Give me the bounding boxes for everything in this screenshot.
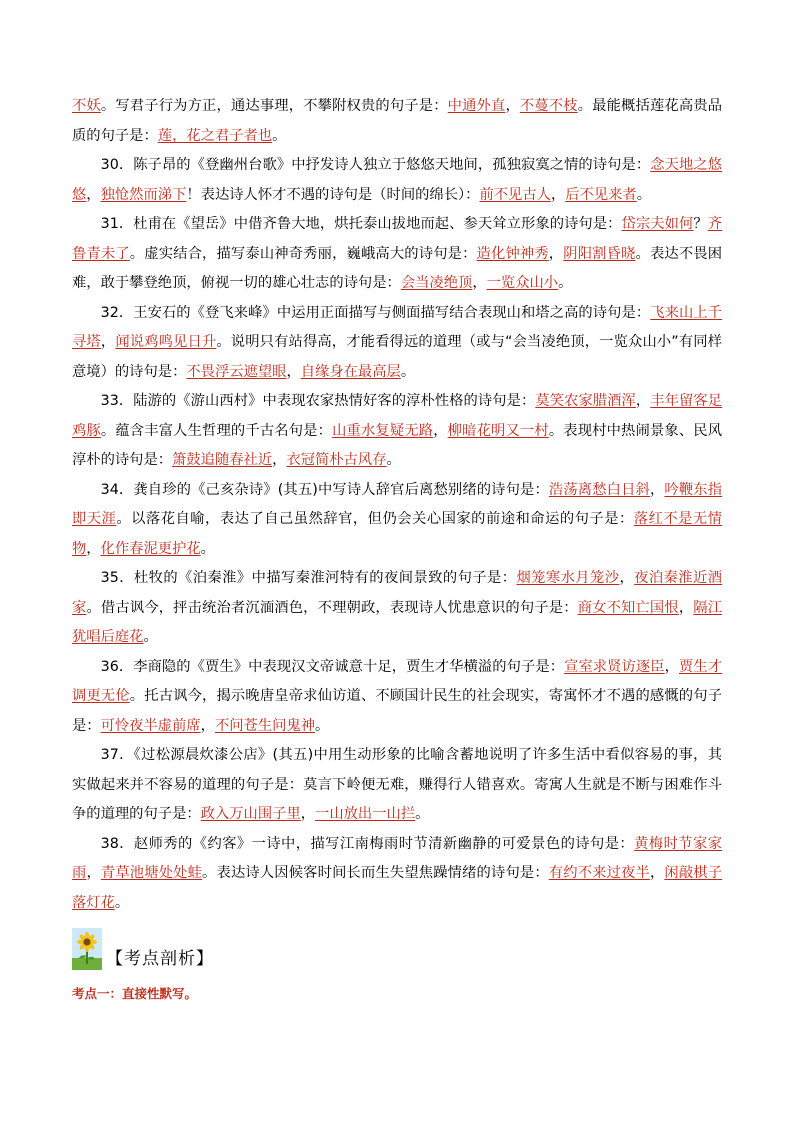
question-text: 30．陈子昂的《登幽州台歌》中抒发诗人独立于悠悠天地间，孤独寂寞之情的诗句是： [100, 157, 651, 173]
paragraph [72, 653, 722, 742]
question-text: ， [548, 245, 564, 262]
question-text: 。表达不畏困难，敢于攀登绝顶，俯视一切的雄心壮志的诗句是： [72, 245, 723, 291]
answer-text: 莫笑农家腊酒浑 [535, 393, 636, 409]
question-text: ， [664, 658, 679, 675]
question-text: 。虚实结合，描写泰山神奇秀丽，巍峨高大的诗句是： [129, 245, 477, 262]
question-text: 。 [200, 540, 215, 557]
answer-text: 浩荡离愁白日斜 [548, 481, 650, 498]
answer-text: 齐鲁青未了 [72, 216, 723, 262]
answer-text: 烟笼寒水月笼沙 [516, 570, 620, 586]
question-text: 。 [558, 275, 573, 291]
paragraph [72, 299, 722, 388]
question-text: ， [635, 393, 651, 409]
paragraph [72, 564, 722, 653]
answer-text: 念天地之悠悠 [72, 157, 722, 203]
answer-text: 后不见来者 [565, 186, 637, 203]
question-text: 。托古讽今，揭示晚唐皇帝求仙访道、不顾国计民生的社会现实，寄寓怀才不遇的感慨的句子是： [72, 688, 723, 734]
answer-text: 有约不来过夜半 [548, 865, 650, 881]
question-text: 。以落花自喻，表达了自己虽然辞官，但仍会关心国家的前途和命运的句子是： [116, 511, 634, 527]
answer-text: 岱宗夫如何 [621, 216, 694, 232]
paragraph [72, 92, 722, 151]
answer-text: 不妖 [72, 98, 101, 114]
question-text: 。最能概括莲花高贵品质的句子是： [72, 98, 723, 144]
answer-text: 吟鞭东指即天涯 [72, 481, 723, 527]
question-text: 。 [386, 452, 401, 468]
answer-text: 莲，花之君子者也 [157, 127, 273, 144]
question-text: 。写君子行为方正，通达事理，不攀附权贵的句子是： [100, 98, 448, 114]
question-text: 33．陆游的《游山西村》中表现农家热情好客的淳朴性格的诗句是： [100, 393, 536, 409]
question-text: 。表达诗人因候客时间长而生失望焦躁情绪的诗句是： [202, 865, 549, 881]
paragraph [72, 210, 722, 299]
paragraph [72, 741, 722, 830]
answer-text: 一山放出一山拦 [315, 806, 416, 822]
question-text: ？ [693, 216, 708, 232]
answer-text: 一览众山小 [486, 275, 559, 291]
question-text: 。蕴含丰富人生哲理的千古名句是： [100, 422, 333, 439]
question-text: 。 [114, 894, 130, 911]
question-text: ， [678, 599, 694, 616]
answer-text: 丰年留客足鸡豚 [72, 393, 723, 439]
question-text: ， [550, 186, 566, 203]
answer-text: 独怆然而涕下 [100, 186, 187, 203]
question-text: 。 [636, 186, 652, 203]
answer-text: 柳暗花明又一村 [447, 422, 549, 439]
answer-text: 造化钟神秀 [476, 245, 549, 262]
answer-text: 闻说鸡鸣见日升 [115, 334, 217, 350]
answer-text: 会当凌绝顶 [400, 275, 473, 291]
answer-text: 不畏浮云遮望眼 [186, 363, 287, 380]
answer-text: 不问苍生问鬼神 [214, 717, 316, 734]
question-text: 。说明只有站得高，才能看得远的道理（或与“会当凌绝顶，一览众山小”有同样意境）的诗句是： [72, 334, 723, 380]
answer-text: 隔江犹唱后庭花 [72, 599, 723, 645]
section-heading-row [72, 924, 722, 970]
paragraph [72, 830, 722, 919]
question-text: ， [649, 865, 665, 881]
question-text: 31．杜甫在《望岳》中借齐鲁大地，烘托泰山拔地而起、参天耸立形象的诗句是： [100, 216, 622, 232]
question-text: ， [619, 570, 635, 586]
question-text: 。 [272, 127, 287, 144]
question-text: 38．赵师秀的《约客》一诗中，描写江南梅雨时节清新幽静的可爱景色的诗句是： [100, 835, 635, 852]
question-text: ， [86, 186, 101, 203]
answer-text: 化作春泥更护花 [100, 540, 201, 557]
question-text: 。 [400, 363, 416, 380]
question-text: ， [100, 334, 116, 350]
answer-text: 落红不是无情物 [72, 511, 723, 557]
answer-text: 箫鼓追随春社近 [172, 452, 273, 468]
question-text: ， [86, 540, 101, 557]
section-heading: 【考点剖析】 [106, 949, 214, 969]
answer-text: 青草池塘处处蛙 [100, 865, 203, 881]
question-text: 34．龚自珍的《己亥杂诗》(其五)中写诗人辞官后离愁别绪的诗句是： [100, 481, 549, 498]
answer-text: 宣室求贤访逐臣 [564, 658, 665, 675]
question-text: ， [472, 275, 487, 291]
answer-text: 黄梅时节家家雨 [72, 835, 722, 881]
sub-heading: 考点一：直接性默写。 [72, 986, 198, 1001]
document-page [72, 92, 722, 1002]
question-text: ， [505, 98, 520, 114]
question-text: 35．杜牧的《泊秦淮》中描写秦淮河特有的夜间景致的句子是： [100, 570, 517, 586]
sunflower-icon [72, 928, 102, 970]
paragraph [72, 387, 722, 476]
answer-text: 闲敲棋子落灯花 [72, 865, 723, 911]
question-text: 。借古讽今，抨击统治者沉湎酒色，不理朝政，表现诗人忧患意识的句子是： [86, 599, 578, 616]
answer-text: 山重水复疑无路 [332, 422, 434, 439]
question-text: ， [272, 452, 287, 468]
question-text: 32．王安石的《登飞来峰》中运用正面描写与侧面描写结合表现山和塔之高的诗句是： [100, 304, 651, 321]
paragraph [72, 476, 722, 565]
question-text: ， [433, 422, 448, 439]
answer-text: 夜泊秦淮近酒家 [72, 570, 723, 616]
answer-text: 前不见古人 [479, 186, 551, 203]
question-text: 。 [415, 806, 430, 822]
answer-text: 可怜夜半虚前席 [100, 717, 201, 734]
answer-text: 贾生才调更无伦 [72, 658, 723, 704]
question-text: 。 [315, 717, 330, 734]
question-text: ， [649, 481, 665, 498]
answer-text: 商女不知亡国恨 [577, 599, 679, 616]
answer-text: 政入万山围子里 [200, 806, 301, 822]
question-text: ！表达诗人怀才不遇的诗句是（时间的绵长）： [186, 186, 480, 203]
question-text: 。表现村中热闹景象、民风淳朴的诗句是： [72, 422, 723, 468]
question-text: ， [86, 865, 101, 881]
answer-text: 自缘身在最高层 [300, 363, 401, 380]
question-text: 36．李商隐的《贾生》中表现汉文帝诚意十足，贾生才华横溢的句子是： [100, 658, 565, 675]
answer-text: 中通外直 [447, 98, 506, 114]
answer-text: 衣冠简朴古风存 [286, 452, 387, 468]
paragraph [72, 151, 722, 210]
question-text: ， [300, 806, 316, 822]
paragraph-list [72, 92, 722, 918]
answer-text: 飞来山上千寻塔 [72, 304, 722, 350]
question-text: 37．《过松源晨炊漆公店》(其五)中用生动形象的比喻含蓄地说明了许多生活中看似容易的事，其实做起来并不容易的道理的句子是：莫言下岭便无难，赚得行人错喜欢。寄寓人生就是不断与困难作斗争的道理的句子是： [72, 747, 722, 822]
answer-text: 不蔓不枝 [519, 98, 578, 114]
answer-text: 阴阳割昏晓 [563, 245, 636, 262]
question-text: ， [200, 717, 215, 734]
question-text: 。 [143, 629, 158, 645]
question-text: ， [286, 363, 301, 380]
